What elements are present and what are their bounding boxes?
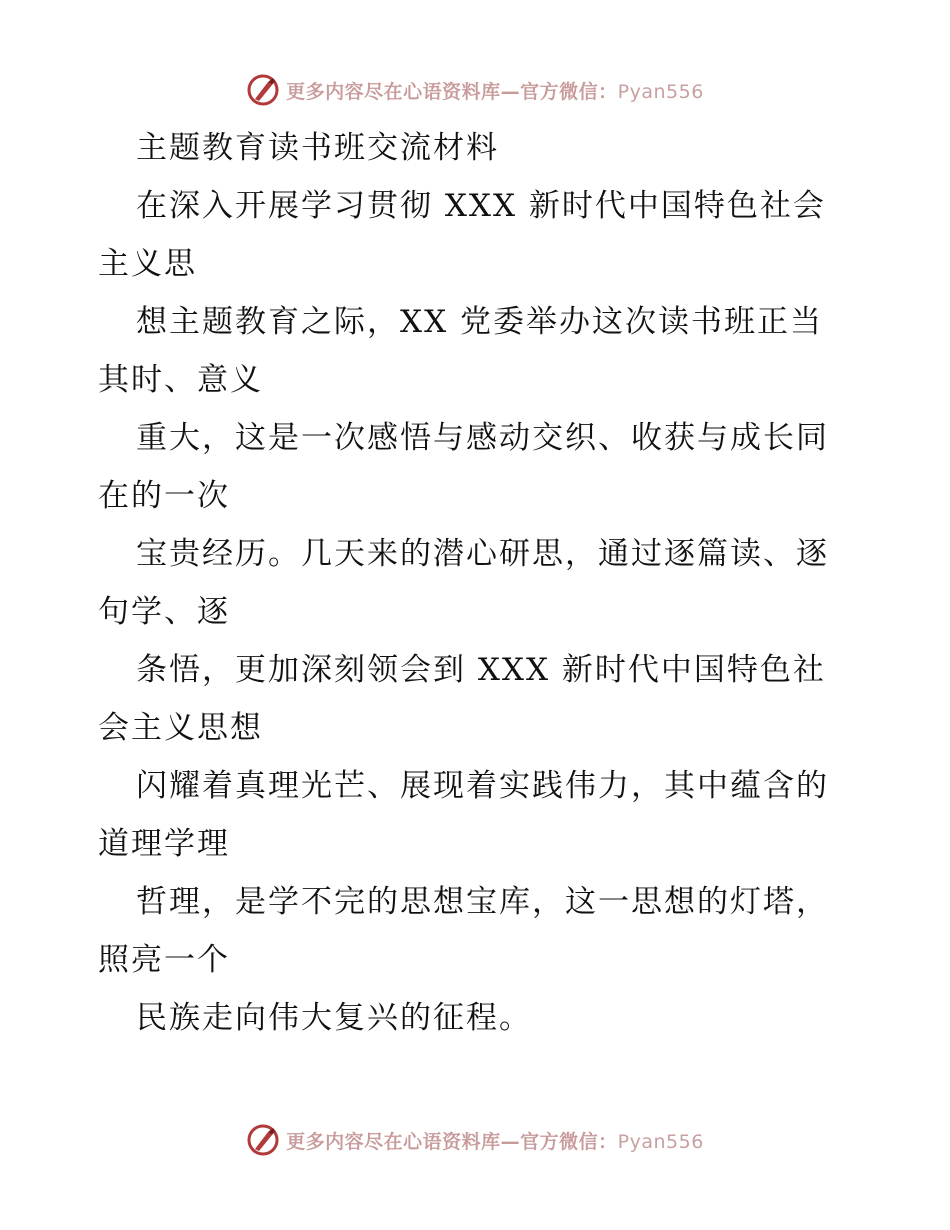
watermark-text: 更多内容尽在心语资料库—官方微信：Pyan556 [286,80,704,103]
paragraph-line: 宝贵经历。几天来的潜心研思，通过逐篇读、逐 [136,536,829,572]
watermark-wechat-id: Pyan556 [617,1130,704,1153]
watermark-text: 更多内容尽在心语资料库—官方微信：Pyan556 [286,1130,704,1153]
header-watermark [0,70,950,110]
paragraph-line: 会主义思想 [98,710,263,746]
paragraph-line: 主义思 [98,246,197,282]
paragraph-line: 闪耀着真理光芒、展现着实践伟力，其中蕴含的 [136,768,829,804]
footer-watermark [0,1120,950,1160]
paragraph-line: 句学、逐 [98,594,230,630]
paragraph-line: 哲理，是学不完的思想宝库，这一思想的灯塔， [136,884,829,920]
paragraph-line: 条悟，更加深刻领会到 XXX 新时代中国特色社 [136,652,826,688]
paragraph-line: 在深入开展学习贯彻 XXX 新时代中国特色社会 [136,188,826,224]
document-title: 主题教育读书班交流材料 [136,130,499,166]
paragraph-line: 照亮一个 [98,942,230,978]
document-body [98,119,858,1047]
paragraph-line: 想主题教育之际，XX 党委举办这次读书班正当 [136,304,823,340]
paragraph-line: 重大，这是一次感悟与感动交织、收获与成长同 [136,420,829,456]
paragraph-line: 其时、意义 [98,362,263,398]
quill-pen-logo-icon [246,1123,280,1157]
paragraph-line: 道理学理 [98,826,230,862]
paragraph-line: 在的一次 [98,478,230,514]
quill-pen-logo-icon [246,73,280,107]
paragraph-line: 民族走向伟大复兴的征程。 [136,1000,532,1036]
watermark-wechat-id: Pyan556 [617,80,704,103]
